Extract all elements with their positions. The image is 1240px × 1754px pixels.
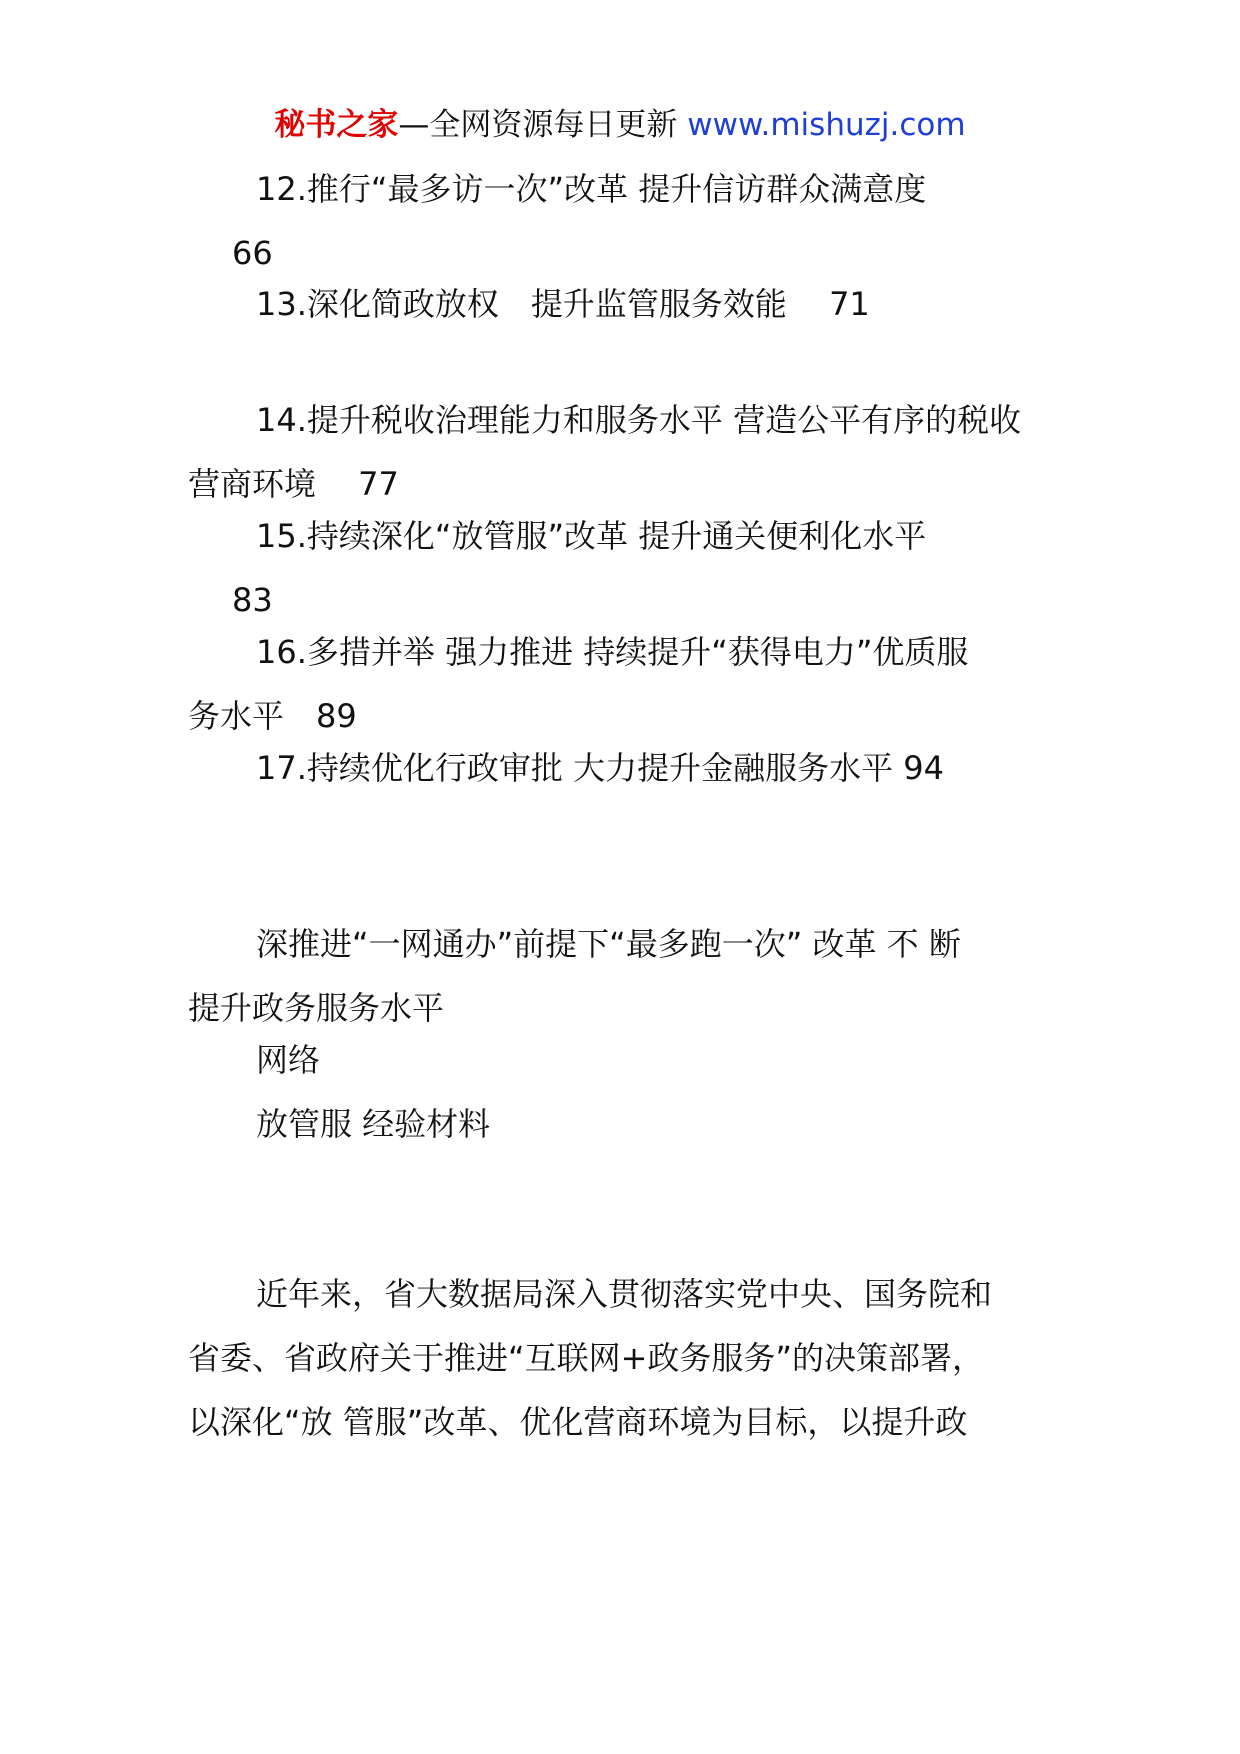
toc-entry-14	[188, 388, 1058, 516]
article-title	[188, 912, 1058, 1040]
toc-entry-12-page: 66	[232, 234, 273, 272]
article-tags	[188, 1028, 1058, 1156]
page-header	[0, 100, 1240, 150]
toc-entry-14-title: 14.提升税收治理能力和服务水平 营造公平有序的税收	[256, 401, 1022, 439]
paragraph-line-2: 省委、省政府关于推进“互联网+政务服务”的决策部署，	[188, 1339, 984, 1377]
article-tag-materials: 放管服 经验材料	[256, 1105, 491, 1143]
toc-entry-17-title: 17.持续优化行政审批 大力提升金融服务水平 94	[256, 749, 944, 787]
toc-entry-14-page: 营商环境 77	[188, 465, 399, 503]
article-tag-network: 网络	[256, 1041, 321, 1079]
paragraph-line-1: 近年来，省大数据局深入贯彻落实党中央、国务院和	[256, 1275, 993, 1313]
article-title-line-1: 深推进“一网通办”前提下“最多跑一次” 改革 不 断	[256, 925, 961, 963]
toc-entry-12	[188, 157, 1058, 285]
toc-entry-15-page: 83	[232, 581, 273, 619]
header-brand: 秘书之家	[274, 107, 399, 143]
header-url-link[interactable]: www.mishuzj.com	[687, 107, 966, 143]
toc-entry-12-title: 12.推行“最多访一次”改革 提升信访群众满意度	[256, 170, 927, 208]
toc-entry-16-page: 务水平 89	[188, 697, 357, 735]
paragraph-line-3: 以深化“放 管服”改革、优化营商环境为目标，以提升政	[188, 1403, 968, 1441]
header-slogan: —全网资源每日更新	[398, 107, 678, 143]
toc-entry-15	[188, 504, 1058, 632]
article-title-line-2: 提升政务服务水平	[188, 989, 445, 1027]
toc-entry-16-title: 16.多措并举 强力推进 持续提升“获得电力”优质服	[256, 633, 969, 671]
toc-entry-13	[188, 272, 1058, 336]
toc-entry-15-title: 15.持续深化“放管服”改革 提升通关便利化水平	[256, 517, 927, 555]
toc-entry-16	[188, 620, 1058, 748]
toc-entry-17	[188, 736, 1058, 800]
article-paragraph	[188, 1262, 1058, 1454]
toc-entry-13-title: 13.深化简政放权 提升监管服务效能 71	[256, 285, 870, 323]
